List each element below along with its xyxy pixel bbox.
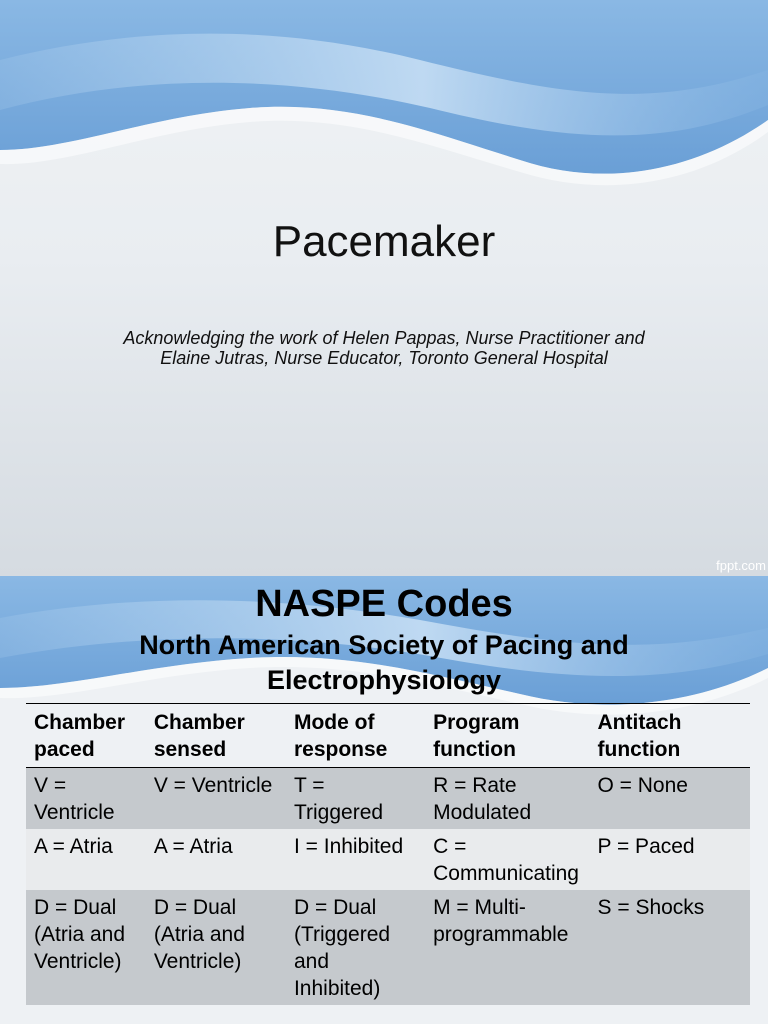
column-header: Antitach function bbox=[590, 704, 751, 768]
blue-wave-decoration bbox=[0, 0, 768, 200]
table-row bbox=[26, 768, 750, 830]
table-cell: I = Inhibited bbox=[286, 829, 425, 890]
slide-heading: NASPE Codes bbox=[255, 583, 513, 625]
slide-title: Pacemaker bbox=[272, 217, 496, 266]
table-cell: S = Shocks bbox=[590, 890, 751, 1005]
naspe-codes-slide bbox=[0, 576, 768, 1024]
table-row bbox=[26, 890, 750, 1005]
slide-subheading: North American Society of Pacing and Electrophysiology bbox=[139, 630, 629, 695]
table-cell: R = Rate Modulated bbox=[425, 768, 589, 830]
table-cell: P = Paced bbox=[590, 829, 751, 890]
column-header: Chamber paced bbox=[26, 704, 146, 768]
table-header-row bbox=[26, 704, 750, 768]
table-row bbox=[26, 829, 750, 890]
table-cell: D = Dual (Triggered and Inhibited) bbox=[286, 890, 425, 1005]
column-header: Program function bbox=[425, 704, 589, 768]
table-cell: C = Communicating bbox=[425, 829, 589, 890]
watermark-text: fppt.com bbox=[716, 558, 766, 573]
table-cell: A = Atria bbox=[26, 829, 146, 890]
table-cell: O = None bbox=[590, 768, 751, 830]
slide-subtitle: Acknowledging the work of Helen Pappas, Nurse Practitioner and Elaine Jutras, Nurse Educator, Toronto General Hospital bbox=[123, 328, 645, 368]
table-cell: D = Dual (Atria and Ventricle) bbox=[26, 890, 146, 1005]
column-header: Mode of response bbox=[286, 704, 425, 768]
table-cell: V = Ventricle bbox=[26, 768, 146, 830]
table-cell: T = Triggered bbox=[286, 768, 425, 830]
table-cell: V = Ventricle bbox=[146, 768, 286, 830]
table-cell: M = Multi-programmable bbox=[425, 890, 589, 1005]
naspe-codes-table bbox=[26, 703, 750, 1005]
column-header: Chamber sensed bbox=[146, 704, 286, 768]
table-cell: A = Atria bbox=[146, 829, 286, 890]
table-cell: D = Dual (Atria and Ventricle) bbox=[146, 890, 286, 1005]
